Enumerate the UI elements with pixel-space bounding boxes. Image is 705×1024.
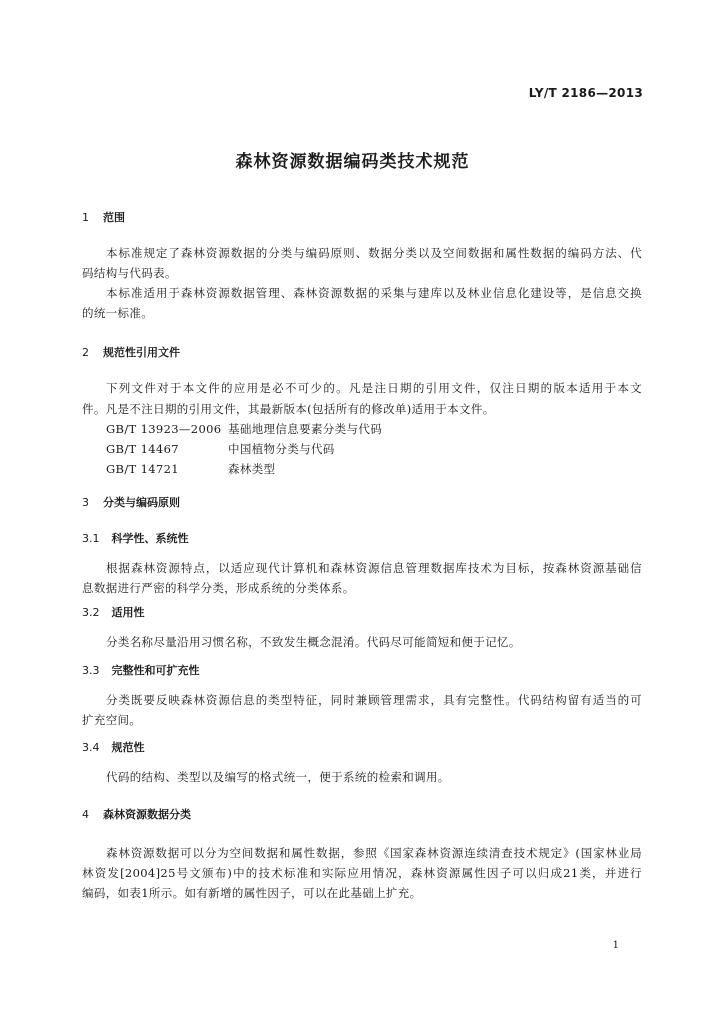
section-2-heading [82,344,180,360]
reference-code: GB/T 14721 [106,462,179,476]
subsection-title: 科学性、系统性 [111,532,189,545]
normative-reference [106,421,666,437]
page-number: 1 [612,940,619,951]
section-number: 1 [82,211,89,224]
section-title: 分类与编码原则 [103,496,180,509]
subsection-3-4-heading [82,739,145,755]
section-number: 2 [82,346,89,359]
paragraph-line: 的统一标准。 [82,306,154,320]
subsection-title: 规范性 [111,741,145,754]
section-1-heading [82,209,125,225]
section-title: 森林资源数据分类 [103,808,191,821]
paragraph-line: 根据森林资源特点，以适应现代计算机和森林资源信息管理数据库技术为目标，按森林资源基础信 [106,561,642,575]
reference-code: GB/T 14467 [106,442,179,456]
subsection-title: 完整性和可扩充性 [111,664,200,677]
paragraph-line: 森林资源数据可以分为空间数据和属性数据，参照《国家森林资源连续清查技术规定》(国家林业局 [106,846,642,860]
section-title: 范围 [103,211,125,224]
subsection-title: 适用性 [111,606,145,619]
paragraph-line: 件。凡是不注日期的引用文件，其最新版本(包括所有的修改单)适用于本文件。 [82,402,495,416]
paragraph-line: 分类名称尽量沿用习惯名称，不致发生概念混淆。代码尽可能简短和便于记忆。 [106,635,521,649]
subsection-number: 3.2 [82,606,100,619]
paragraph-line: 林资发[2004]25号文颁布)中的技术标准和实际应用情况，森林资源属性因子可以归成21类，并进行 [82,866,642,880]
section-3-heading [82,494,180,510]
paragraph-line: 本标准适用于森林资源数据管理、森林资源数据的采集与建库以及林业信息化建设等，是信息交换 [106,286,642,300]
section-number: 4 [82,808,89,821]
reference-code: GB/T 13923—2006 [106,422,222,436]
paragraph-line: 编码，如表1所示。如有新增的属性因子，可以在此基础上扩充。 [82,886,422,900]
paragraph-line: 本标准规定了森林资源数据的分类与编码原则、数据分类以及空间数据和属性数据的编码方法、代 [106,246,642,260]
subsection-number: 3.1 [82,532,100,545]
subsection-3-2-heading [82,604,145,620]
paragraph-line: 码结构与代码表。 [82,266,177,280]
normative-reference [106,441,666,457]
normative-reference [106,461,666,477]
paragraph-line: 分类既要反映森林资源信息的类型特征，同时兼顾管理需求，具有完整性。代码结构留有适当的可 [106,693,642,707]
paragraph-line: 息数据进行严密的科学分类，形成系统的分类体系。 [82,581,355,595]
paragraph-line: 代码的结构、类型以及编写的格式统一，便于系统的检索和调用。 [106,770,450,784]
section-4-heading [82,806,191,822]
standard-code: LY/T 2186—2013 [528,86,643,100]
subsection-3-1-heading [82,530,189,546]
section-title: 规范性引用文件 [103,346,180,359]
subsection-number: 3.3 [82,664,100,677]
subsection-3-3-heading [82,662,200,678]
reference-name: 中国植物分类与代码 [228,442,335,456]
reference-name: 森林类型 [228,462,276,476]
section-number: 3 [82,496,89,509]
paragraph-line: 扩充空间。 [82,713,142,727]
document-title: 森林资源数据编码类技术规范 [235,152,470,172]
reference-name: 基础地理信息要素分类与代码 [228,422,383,436]
paragraph-line: 下列文件对于本文件的应用是必不可少的。凡是注日期的引用文件，仅注日期的版本适用于本文 [106,381,642,395]
subsection-number: 3.4 [82,741,100,754]
